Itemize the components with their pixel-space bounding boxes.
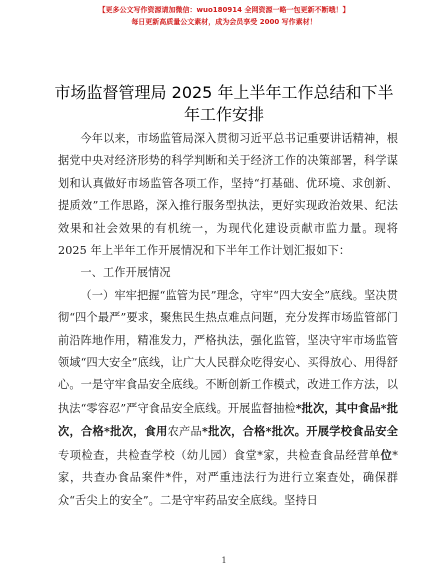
work-text-2: 农产品 bbox=[167, 425, 203, 439]
work-text-4: *家，共查办食品案件*件，对严重违法行为进行立案查处，确保群众“舌尖上的安全”。二是守牢药品安全底线。坚持日 bbox=[58, 448, 398, 507]
document-title bbox=[40, 82, 408, 126]
title-line-2: 年工作安排 bbox=[183, 105, 264, 124]
promo-banner bbox=[0, 4, 448, 28]
promo-banner-line-1: 【更多公文写作资源请加微信：wuo180914 全网资源一略一包更新不断哦！】 bbox=[98, 6, 350, 14]
work-bold-2: *批次，合格*批次。开展学校食品安全 bbox=[202, 424, 398, 439]
page-number: 1 bbox=[221, 556, 227, 565]
work-text-3: 专项检查，共检查学校（幼儿园）食堂*家，共检查食品经营单 bbox=[58, 448, 381, 462]
work-text-1: （一）牢牢把握“监管为民”理念，守牢“四大安全”底线。坚决贯彻“四个最严”要求，聚焦民生热点难点问题，充分发挥市场监管部门前沿阵地作用，精准发力，严格执法，强化监管，坚决守牢市场监管领域“四大安全”底线，让广大人民群众吃得安心、买得放心、用得舒心。一是守牢食品安全底线。不断创新工作模式，改进工作方法，以执法“零容忍”严守食品安全底线。开展监督抽检 bbox=[58, 288, 398, 415]
work-bold-1: *批次，其中食品*批次，合格*批次，食用 bbox=[58, 400, 399, 439]
document-body bbox=[58, 128, 398, 512]
promo-banner-line-2: 每日更新高质量公文素材，成为会员享受 2000 写作素材！ bbox=[131, 18, 317, 26]
intro-paragraph: 今年以来，市场监管局深入贯彻习近平总书记重要讲话精神，根据党中央对经济形势的科学判断和关于经济工作的决策部署，科学谋划和认真做好市场监管各项工作，坚持“打基础、优环境、求创新、提质效”工作思路，深入推行服务型执法，更好实现政治效果、纪法效果和社会效果的有机统一，为现代化建设贡献市监力量。现将 2025 年上半年工作开展情况和下半年工作计划汇报如下： bbox=[58, 132, 398, 258]
title-line-1: 市场监督管理局 2025 年上半年工作总结和下半 bbox=[54, 83, 394, 102]
work-paragraph bbox=[58, 285, 398, 512]
section-heading: 一、工作开展情况 bbox=[80, 266, 171, 280]
work-bold-3: 位 bbox=[380, 447, 393, 462]
